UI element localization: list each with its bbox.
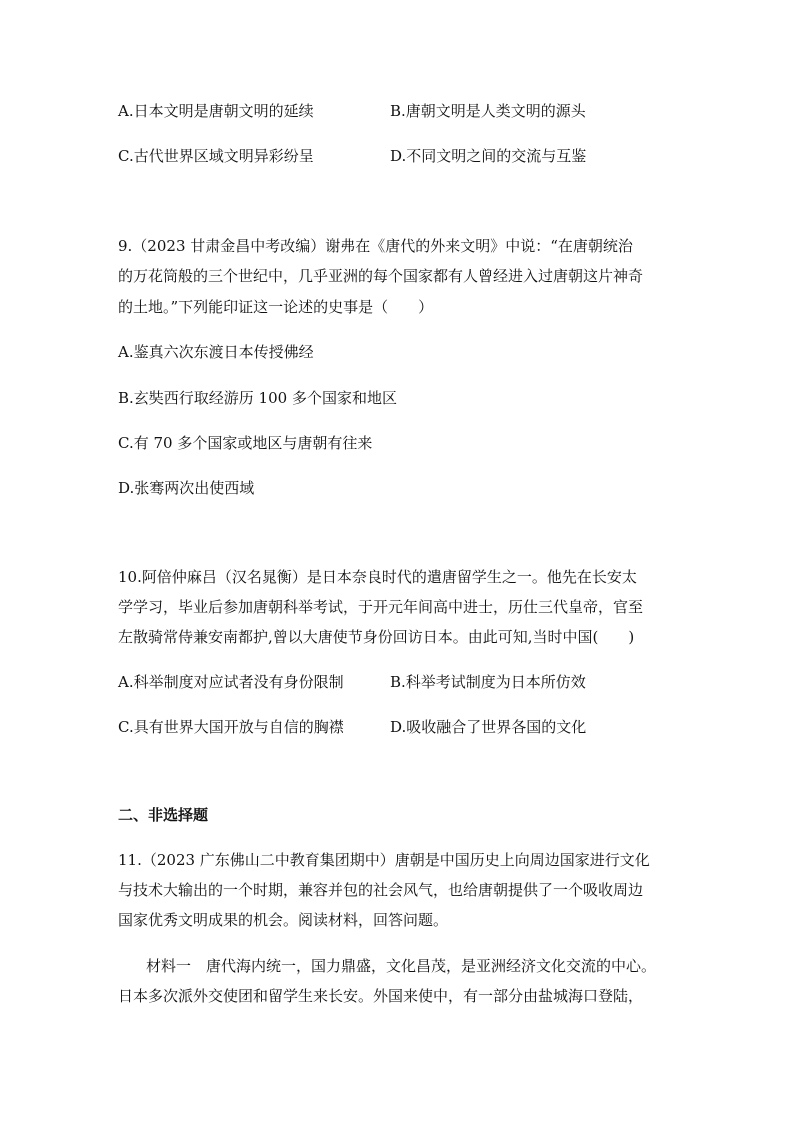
- q9-option-c: C.有 70 多个国家或地区与唐朝有往来: [118, 434, 373, 452]
- q9-option-a: A.鉴真六次东渡日本传授佛经: [118, 343, 314, 361]
- q11-material-line-2: 日本多次派外交使团和留学生来长安。外国来使中，有一部分由盐城海口登陆，: [118, 987, 644, 1005]
- q11-stem-line-2: 与技术大输出的一个时期，兼容并包的社会风气，也给唐朝提供了一个吸收周边: [118, 881, 644, 899]
- q10-stem-line-2: 学学习，毕业后参加唐朝科举考试，于开元年间高中进士，历仕三代皇帝，官至: [118, 598, 644, 616]
- q10-option-d: D.吸收融合了世界各国的文化: [390, 718, 587, 736]
- q10-stem-line-1: 10.阿倍仲麻吕（汉名晁衡）是日本奈良时代的遣唐留学生之一。他先在长安太: [118, 568, 637, 586]
- q9-stem-line-3: 的土地。”下列能印证这一论述的史事是（ ）: [118, 298, 434, 316]
- q10-option-a: A.科举制度对应试者没有身份限制: [118, 673, 344, 691]
- q8-option-d: D.不同文明之间的交流与互鉴: [390, 147, 587, 165]
- q11-material-line-1: 材料一 唐代海内统一，国力鼎盛，文化昌茂，是亚洲经济文化交流的中心。: [146, 957, 657, 975]
- q8-option-b: B.唐朝文明是人类文明的源头: [390, 102, 586, 120]
- q11-stem-line-1: 11.（2023 广东佛山二中教育集团期中）唐朝是中国历史上向周边国家进行文化: [118, 851, 650, 869]
- q8-option-c: C.古代世界区域文明异彩纷呈: [118, 147, 314, 165]
- q10-option-b: B.科举考试制度为日本所仿效: [390, 673, 586, 691]
- q10-stem-line-3: 左散骑常侍兼安南都护,曾以大唐使节身份回访日本。由此可知,当时中国( ): [118, 628, 635, 646]
- q11-stem-line-3: 国家优秀文明成果的机会。阅读材料，回答问题。: [118, 911, 449, 929]
- q9-option-b: B.玄奘西行取经游历 100 多个国家和地区: [118, 389, 397, 407]
- q9-stem-line-2: 的万花筒般的三个世纪中，几乎亚洲的每个国家都有人曾经进入过唐朝这片神奇: [118, 267, 644, 285]
- q9-option-d: D.张骞两次出使西域: [118, 479, 255, 497]
- q10-option-c: C.具有世界大国开放与自信的胸襟: [118, 718, 344, 736]
- q9-stem-line-1: 9.（2023 甘肃金昌中考改编）谢弗在《唐代的外来文明》中说：“在唐朝统治: [118, 237, 633, 255]
- section-heading: 二、非选择题: [118, 806, 209, 824]
- q8-option-a: A.日本文明是唐朝文明的延续: [118, 102, 314, 120]
